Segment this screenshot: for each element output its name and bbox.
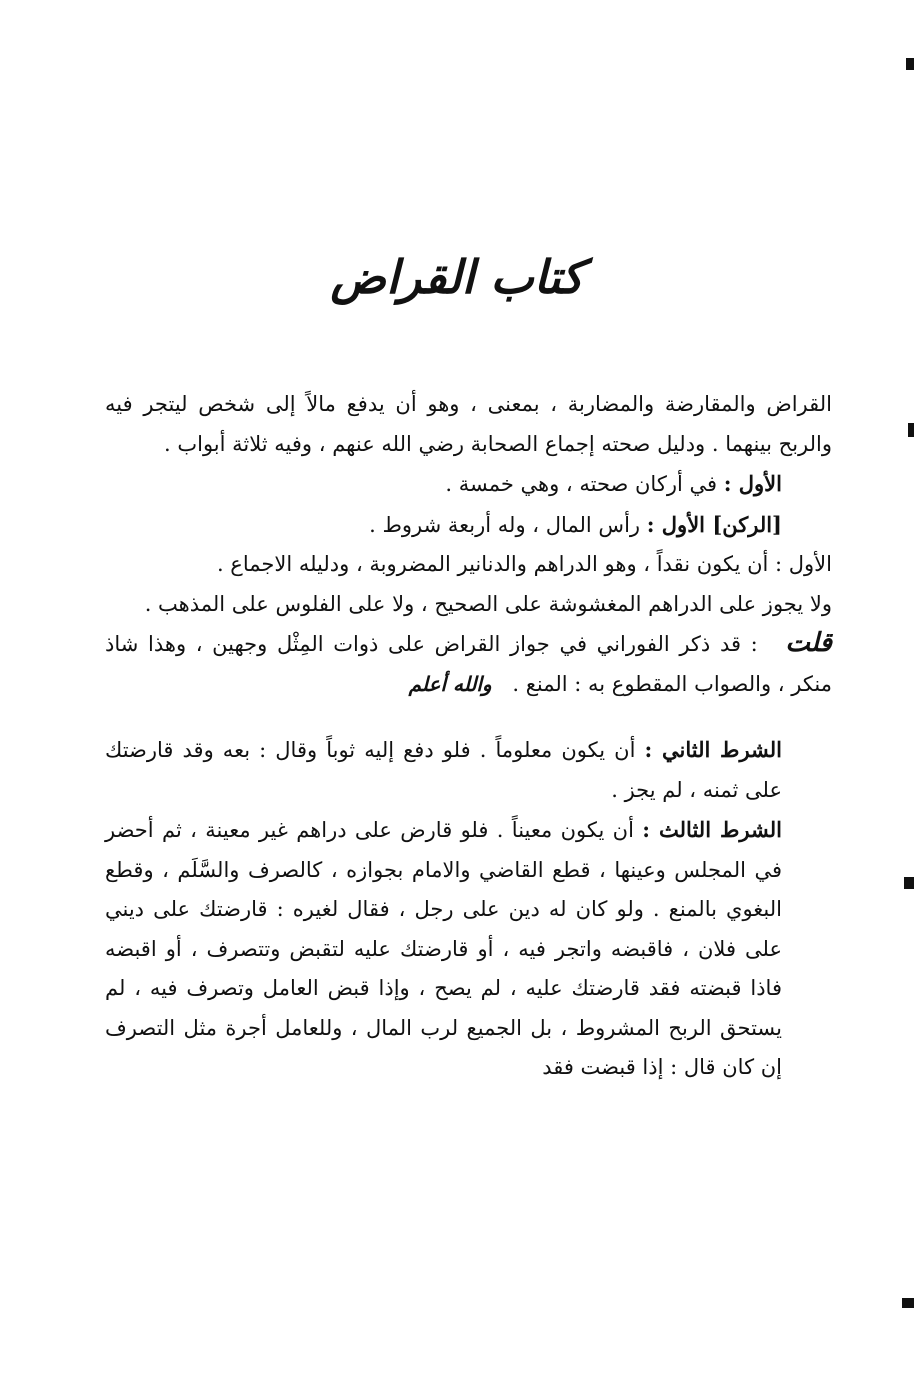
- condition-3-label: الشرط الثالث :: [642, 817, 782, 842]
- condition-1-continuation: ولا يجوز على الدراهم المغشوشة على الصحيح ، ولا على الفلوس على المذهب .: [144, 591, 832, 616]
- page-edge-mark: [904, 877, 914, 889]
- pillar-text: رأس المال ، وله أربعة شروط .: [369, 512, 641, 537]
- pillar-label: [الركن] الأول :: [646, 511, 782, 537]
- chapter-heading: [105, 464, 832, 505]
- condition-3-paragraph: [105, 810, 832, 1088]
- chapter-text: في أركان صحته ، وهي خمسة .: [445, 472, 718, 496]
- pillar-heading: [105, 505, 832, 546]
- condition-2-text: أن يكون معلوماً . فلو دفع إليه ثوباً وقال : بعه وقد قارضتك على ثمنه ، لم يجز .: [105, 738, 782, 802]
- note-closing: والله أعلم: [408, 671, 492, 696]
- chapter-label: الأول :: [723, 471, 782, 496]
- intro-paragraph: القراض والمقارضة والمضاربة ، بمعنى ، وهو أن يدفع مالاً إلى شخص ليتجر فيه والربح بينهما . ودليل صحته إجماع الصحابة رضي الله عنهم ، وفيه ثلاثة أبواب .: [105, 392, 832, 456]
- condition-2-paragraph: [105, 730, 832, 810]
- author-note: [105, 624, 832, 704]
- page-edge-mark: [906, 58, 914, 70]
- paragraph-spacer: [105, 704, 832, 730]
- main-text: [105, 385, 832, 1088]
- condition-3-text: أن يكون معيناً . فلو قارض على دراهم غير معينة ، ثم أحضر في المجلس وعينها ، قطع القاضي والامام بجوازه ، كالصرف والسَّلَم ، وقطع البغوي بالمنع . ولو كان له دين على رجل ، فقال لغيره : قارضتك على ديني على فلان ، فاقبضه واتجر فيه ، أو قارضتك عليه لتقبض وتتصرف ، أو اقبضه فاذا قبضته فقد قارضتك عليه ، لم يصح ، وإذا قبض العامل وتصرف فيه ، لم يستحق الربح المشروط ، بل الجميع لرب المال ، وللعامل أجرة مثل التصرف إن كان قال : إذا قبضت فقد: [105, 818, 782, 1079]
- condition-2-label: الشرط الثاني :: [644, 737, 782, 762]
- page-edge-mark: [902, 1298, 914, 1308]
- note-text: : قد ذكر الفوراني في جواز القراض على ذوات المِثْل وجهين ، وهذا شاذ منكر ، والصواب المقطوع به : المنع .: [105, 632, 832, 696]
- condition-1-paragraph: الأول : أن يكون نقداً ، وهو الدراهم والدنانير المضروبة ، ودليله الاجماع .: [216, 552, 832, 576]
- page-edge-mark: [908, 423, 914, 437]
- page-title: كتاب القراض: [330, 250, 584, 304]
- note-label: قلت: [785, 628, 832, 658]
